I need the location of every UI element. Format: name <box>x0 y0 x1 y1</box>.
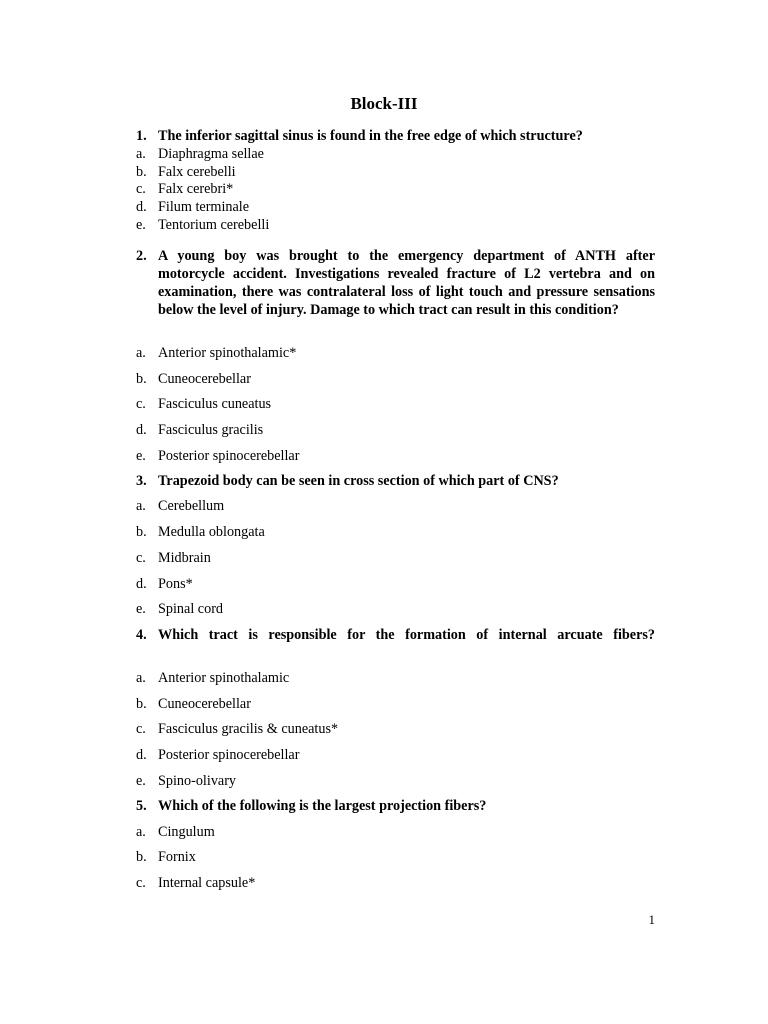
option-text: Fasciculus cuneatus <box>158 396 272 412</box>
option-letter: b. <box>136 371 147 387</box>
question-number: 1. <box>136 128 147 144</box>
option-4d <box>136 746 636 764</box>
option-letter: a. <box>136 146 146 162</box>
question-number: 2. <box>136 248 147 264</box>
option-5c <box>136 874 636 892</box>
page-number: 1 <box>648 912 655 927</box>
option-text: Spinal cord <box>158 601 224 617</box>
option-letter: a. <box>136 498 146 514</box>
question-text: Trapezoid body can be seen in cross section of which part of CNS? <box>158 473 559 489</box>
option-letter: b. <box>136 524 147 540</box>
option-text: Falx cerebelli <box>158 164 236 180</box>
option-letter: d. <box>136 199 147 215</box>
option-4b <box>136 695 636 713</box>
question-text: The inferior sagittal sinus is found in the free edge of which structure? <box>158 128 583 144</box>
option-text: Midbrain <box>158 550 211 566</box>
option-1b <box>136 163 636 181</box>
option-1d <box>136 198 636 216</box>
option-text: Cingulum <box>158 824 215 840</box>
option-text: Cuneocerebellar <box>158 696 251 712</box>
option-4a <box>136 669 636 687</box>
option-1a <box>136 145 636 163</box>
option-letter: e. <box>136 448 146 464</box>
option-1e <box>136 216 636 234</box>
option-text: Fasciculus gracilis & cuneatus* <box>158 721 339 737</box>
option-text: Tentorium cerebelli <box>158 217 270 233</box>
option-letter: a. <box>136 345 146 361</box>
option-5b <box>136 848 636 866</box>
option-letter: c. <box>136 875 146 891</box>
option-text: Fasciculus gracilis <box>158 422 264 438</box>
option-letter: e. <box>136 217 146 233</box>
question-5 <box>136 797 655 815</box>
option-3d <box>136 575 636 593</box>
option-text: Anterior spinothalamic <box>158 670 290 686</box>
option-letter: c. <box>136 181 146 197</box>
option-letter: d. <box>136 747 147 763</box>
option-text: Posterior spinocerebellar <box>158 747 300 763</box>
option-text: Cerebellum <box>158 498 225 514</box>
option-letter: b. <box>136 849 147 865</box>
option-letter: d. <box>136 422 147 438</box>
option-4e <box>136 772 636 790</box>
question-1 <box>136 127 655 145</box>
question-4 <box>136 626 655 644</box>
option-text: Spino-olivary <box>158 773 237 789</box>
option-text: Pons* <box>158 576 193 592</box>
question-number: 4. <box>136 627 147 643</box>
question-3 <box>136 472 655 490</box>
option-3b <box>136 523 636 541</box>
option-text: Fornix <box>158 849 196 865</box>
option-text: Cuneocerebellar <box>158 371 251 387</box>
page-title: Block-III <box>350 94 418 113</box>
option-letter: a. <box>136 824 146 840</box>
option-text: Internal capsule* <box>158 875 256 891</box>
option-3a <box>136 497 636 515</box>
question-text: Which of the following is the largest projection fibers? <box>158 798 487 814</box>
option-3e <box>136 600 636 618</box>
option-letter: b. <box>136 696 147 712</box>
option-3c <box>136 549 636 567</box>
option-2e <box>136 447 636 465</box>
option-letter: c. <box>136 550 146 566</box>
question-text: A young boy was brought to the emergency department of ANTH after motorcycle accident. Investigations revealed fracture of L2 vertebra and on examination, there was contralateral loss of light touch and pressure sensations below the level of injury. Damage to which tract can result in this condition? <box>158 248 655 318</box>
option-letter: a. <box>136 670 146 686</box>
option-text: Falx cerebri* <box>158 181 234 197</box>
option-letter: c. <box>136 396 146 412</box>
option-text: Medulla oblongata <box>158 524 265 540</box>
option-2b <box>136 370 636 388</box>
question-number: 3. <box>136 473 147 489</box>
option-text: Posterior spinocerebellar <box>158 448 300 464</box>
question-number: 5. <box>136 798 147 814</box>
option-text: Diaphragma sellae <box>158 146 264 162</box>
option-text: Filum terminale <box>158 199 250 215</box>
question-2 <box>136 247 655 319</box>
option-2c <box>136 395 636 413</box>
question-text: Which tract is responsible for the formation of internal arcuate fibers? <box>158 627 655 643</box>
option-letter: b. <box>136 164 147 180</box>
option-text: Anterior spinothalamic* <box>158 345 297 361</box>
option-letter: e. <box>136 601 146 617</box>
option-2a <box>136 344 636 362</box>
option-letter: e. <box>136 773 146 789</box>
option-1c <box>136 180 636 198</box>
option-letter: c. <box>136 721 146 737</box>
option-5a <box>136 823 636 841</box>
option-letter: d. <box>136 576 147 592</box>
option-4c <box>136 720 636 738</box>
option-2d <box>136 421 636 439</box>
